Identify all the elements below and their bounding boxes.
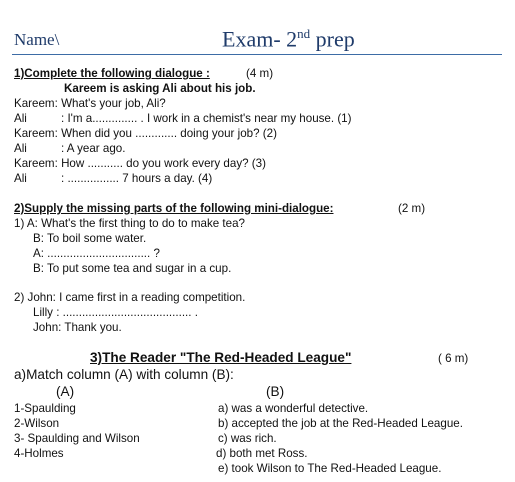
- mini-dialogue-line: John: Thank you.: [33, 321, 122, 334]
- column-b-item: d) both met Ross.: [216, 447, 308, 460]
- q3-marks: ( 6 m): [438, 352, 469, 365]
- exam-title-main: Exam- 2: [222, 26, 298, 52]
- exam-title: [222, 26, 355, 52]
- column-a-item: 1-Spaulding: [14, 402, 76, 415]
- dialogue-text: : A year ago.: [61, 142, 126, 155]
- q1-heading: 1)Complete the following dialogue :: [14, 67, 210, 80]
- q3-instruction: a)Match column (A) with column (B):: [14, 367, 234, 382]
- column-b-item: b) accepted the job at the Red-Headed League.: [218, 417, 463, 430]
- column-b-header: (B): [266, 384, 285, 399]
- name-label: Name\: [14, 30, 60, 49]
- mini-dialogue-line: B: To boil some water.: [33, 232, 147, 245]
- column-b-item: c) was rich.: [218, 432, 277, 445]
- exam-title-sup: nd: [297, 26, 311, 41]
- dialogue-line: [14, 142, 125, 157]
- dialogue-speaker: Kareem:: [14, 157, 58, 170]
- dialogue-text: How ........... do you work every day? (3): [61, 157, 266, 170]
- column-a-item: 3- Spaulding and Wilson: [14, 432, 140, 445]
- dialogue-line: [14, 112, 352, 127]
- q1-marks: (4 m): [246, 67, 274, 80]
- dialogue-speaker: Kareem:: [14, 127, 58, 140]
- dialogue-speaker: Ali: [14, 142, 27, 155]
- dialogue-text: : ................ 7 hours a day. (4): [61, 172, 213, 185]
- column-a-item: 2-Wilson: [14, 417, 60, 430]
- dialogue-line: [14, 97, 166, 112]
- exam-title-end: prep: [310, 26, 355, 52]
- header-divider: [12, 54, 502, 55]
- q1-subheading: Kareem is asking Ali about his job.: [64, 82, 256, 95]
- dialogue-line: [14, 172, 212, 187]
- column-b-item: e) took Wilson to The Red-Headed League.: [218, 462, 442, 475]
- mini-dialogue-line: A: ................................ ?: [33, 247, 160, 260]
- mini-dialogue-line: 1) A: What's the first thing to do to make tea?: [14, 217, 245, 230]
- mini-dialogue-line: B: To put some tea and sugar in a cup.: [33, 262, 232, 275]
- dialogue-text: What's your job, Ali?: [61, 97, 166, 110]
- dialogue-text: When did you ............. doing your job? (2): [61, 127, 277, 140]
- mini-dialogue-line: 2) John: I came first in a reading competition.: [14, 291, 246, 304]
- q2-marks: (2 m): [398, 202, 426, 215]
- column-b-item: a) was a wonderful detective.: [218, 402, 369, 415]
- dialogue-speaker: Ali: [14, 172, 27, 185]
- q3-heading: 3)The Reader "The Red-Headed League": [90, 350, 352, 365]
- mini-dialogue-line: Lilly : ........................................ .: [33, 306, 198, 319]
- dialogue-speaker: Ali: [14, 112, 27, 125]
- dialogue-line: [14, 127, 277, 142]
- dialogue-line: [14, 157, 266, 172]
- column-a-item: 4-Holmes: [14, 447, 64, 460]
- dialogue-text: : I'm a.............. . I work in a chemist's near my house. (1): [61, 112, 352, 125]
- column-a-header: (A): [56, 384, 75, 399]
- dialogue-speaker: Kareem:: [14, 97, 58, 110]
- q2-heading: 2)Supply the missing parts of the following mini-dialogue:: [14, 202, 334, 215]
